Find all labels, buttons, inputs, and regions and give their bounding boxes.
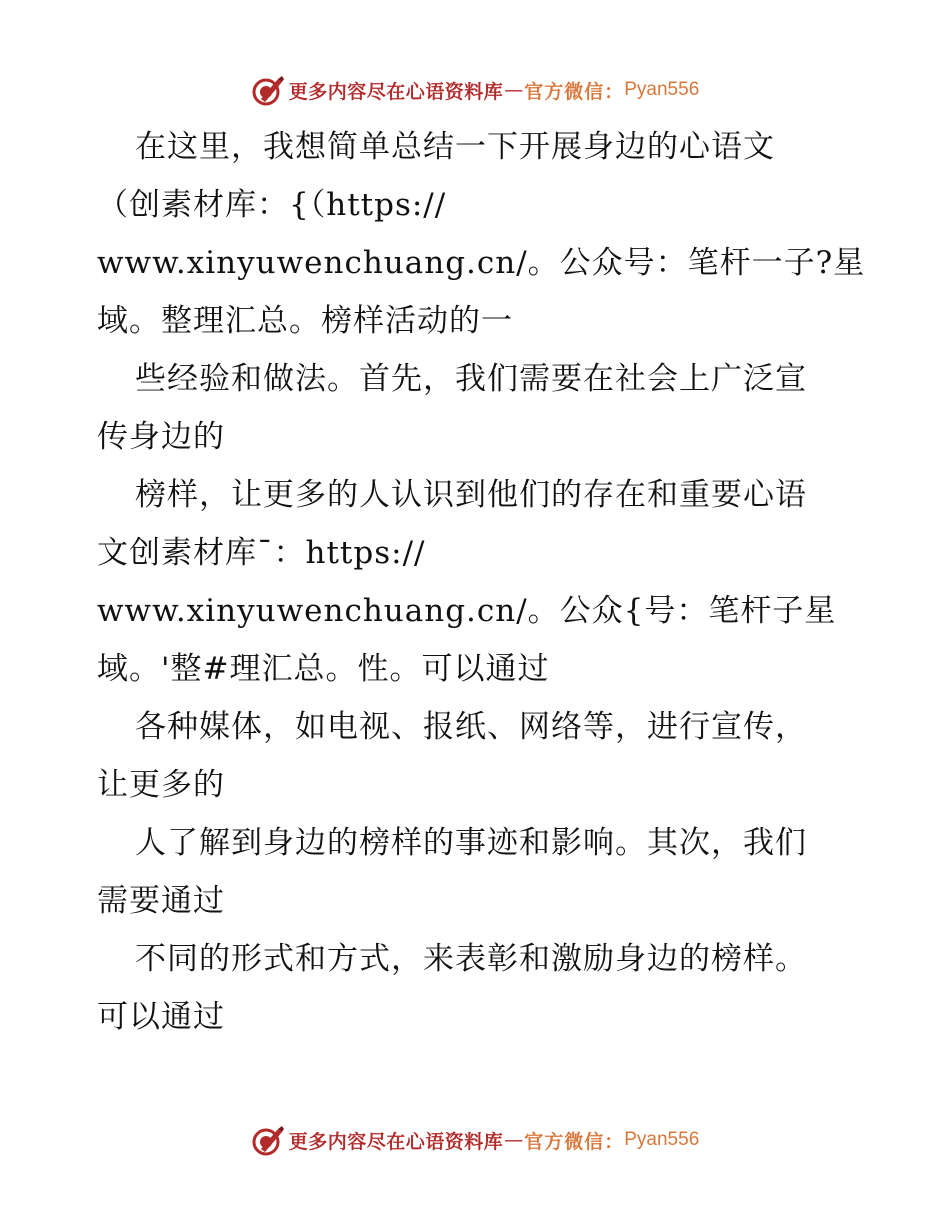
header-banner bbox=[0, 70, 950, 110]
text-line: 在这里，我想简单总结一下开展身边的心语文 bbox=[135, 129, 775, 165]
text-line: 榜样，让更多的人认识到他们的存在和重要心语 bbox=[135, 477, 807, 513]
header-promo-text: 更多内容尽在心语资料库 bbox=[288, 80, 504, 103]
text-line: 可以通过 bbox=[97, 999, 225, 1035]
pen-logo-icon bbox=[251, 1123, 285, 1157]
footer-banner bbox=[0, 1120, 950, 1160]
text-line: 传身边的 bbox=[97, 419, 225, 455]
text-line: 让更多的 bbox=[97, 767, 225, 803]
text-line: 文创素材库¯：https:// bbox=[97, 535, 426, 571]
text-line: 各种媒体，如电视、报纸、网络等，进行宣传， bbox=[135, 709, 807, 745]
text-line: （创素材库：{（https:// bbox=[97, 187, 447, 223]
footer-promo-text: 更多内容尽在心语资料库 bbox=[288, 1130, 504, 1153]
footer-wechat-id: Pyan556 bbox=[624, 1129, 700, 1150]
text-line: 域。整理汇总。榜样活动的一 bbox=[97, 303, 513, 339]
text-line: www.xinyuwenchuang.cn/。公众号：笔杆一子?星 bbox=[97, 245, 866, 281]
footer-dash: — bbox=[504, 1129, 524, 1151]
text-line: 域。'整#理汇总。性。可以通过 bbox=[97, 651, 550, 687]
pen-logo-icon bbox=[251, 73, 285, 107]
document-body bbox=[97, 118, 877, 1046]
header-wechat-label: 官方微信： bbox=[524, 80, 625, 103]
text-line: 人了解到身边的榜样的事迹和影响。其次，我们 bbox=[135, 825, 807, 861]
header-dash: — bbox=[504, 79, 524, 101]
footer-wechat-label: 官方微信： bbox=[524, 1130, 625, 1153]
header-wechat-id: Pyan556 bbox=[624, 79, 700, 100]
text-line: 需要通过 bbox=[97, 883, 225, 919]
text-line: 不同的形式和方式，来表彰和激励身边的榜样。 bbox=[135, 941, 807, 977]
text-line: www.xinyuwenchuang.cn/。公众{号：笔杆子星 bbox=[97, 593, 837, 629]
text-line: 些经验和做法。首先，我们需要在社会上广泛宣 bbox=[135, 361, 807, 397]
